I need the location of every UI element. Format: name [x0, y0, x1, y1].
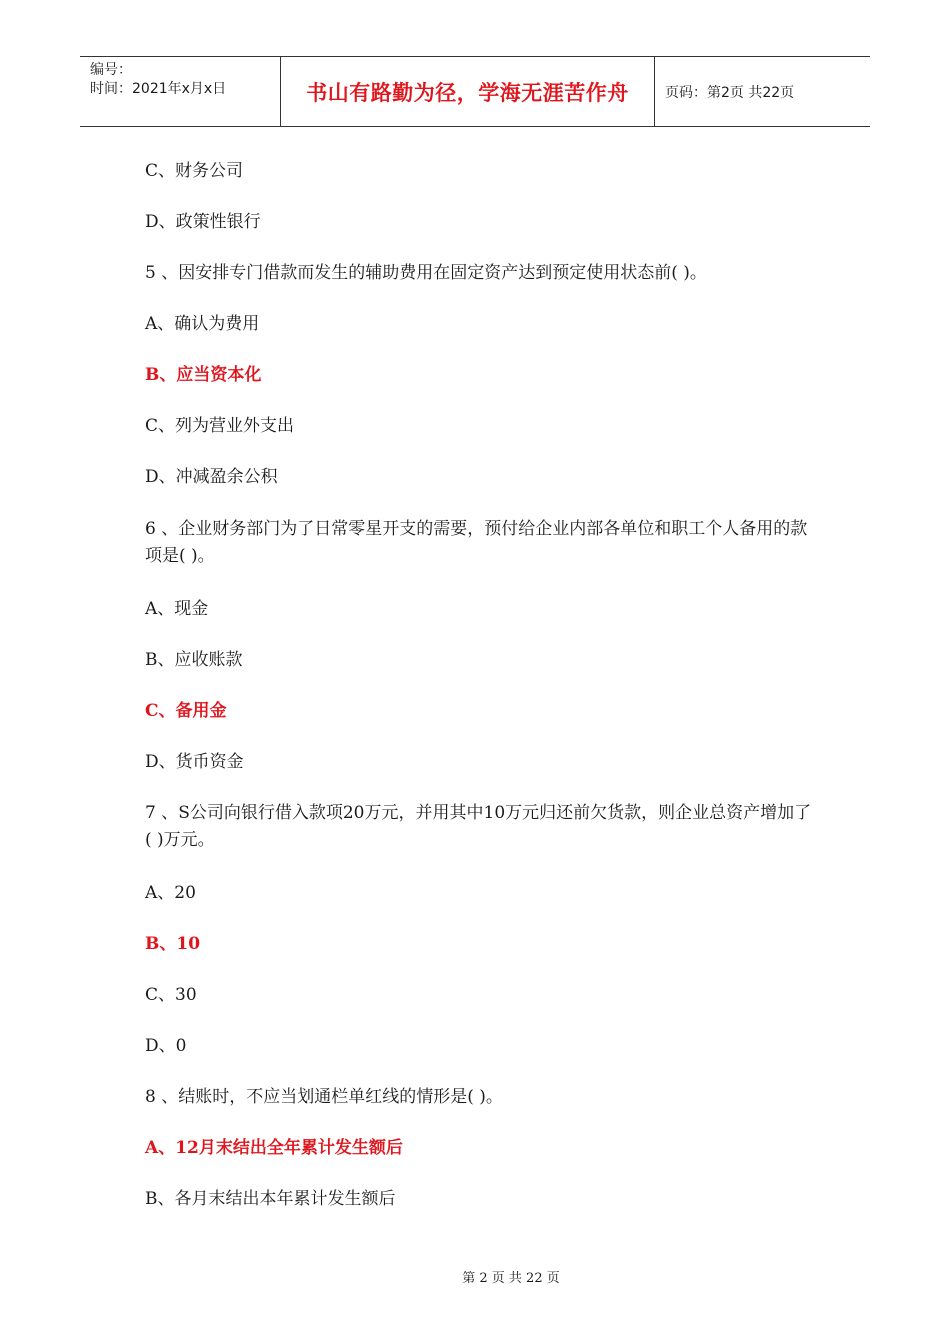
answer-option-line: B、10 — [145, 934, 201, 954]
option-line: A、20 — [145, 883, 196, 903]
page-footer: 第 2 页 共 22 页 — [462, 1271, 560, 1286]
document-number-label: 编号： — [90, 62, 132, 78]
option-line: A、确认为费用 — [145, 314, 260, 334]
option-line: C、列为营业外支出 — [145, 416, 295, 436]
option-line: D、冲减盈余公积 — [145, 467, 278, 487]
option-line: B、各月末结出本年累计发生额后 — [145, 1189, 396, 1209]
answer-option-line: A、12月末结出全年累计发生额后 — [145, 1138, 403, 1158]
page-header — [80, 56, 870, 127]
answer-option-line: C、备用金 — [145, 701, 227, 721]
header-meta — [80, 57, 281, 126]
option-line: C、30 — [145, 985, 197, 1005]
document-time-label: 时间：2021年x月x日 — [90, 81, 227, 97]
header-motto: 书山有路勤为径，学海无涯苦作舟 — [281, 57, 655, 126]
option-line: D、货币资金 — [145, 752, 244, 772]
question-line: 8 、结账时，不应当划通栏单红线的情形是( )。 — [145, 1087, 503, 1107]
answer-option-line: B、应当资本化 — [145, 365, 262, 385]
option-line: C、财务公司 — [145, 161, 244, 181]
question-line: 6 、企业财务部门为了日常零星开支的需要，预付给企业内部各单位和职工个人备用的款项是( )。 — [145, 519, 808, 566]
option-line: D、政策性银行 — [145, 212, 261, 232]
option-line: B、应收账款 — [145, 650, 243, 670]
option-line: A、现金 — [145, 599, 209, 619]
option-line: D、0 — [145, 1036, 187, 1056]
header-page-info: 页码：第2页 共22页 — [665, 84, 795, 101]
question-line: 5 、因安排专门借款而发生的辅助费用在固定资产达到预定使用状态前( )。 — [145, 263, 707, 283]
question-line: 7 、S公司向银行借入款项20万元，并用其中10万元归还前欠货款，则企业总资产增加了( )万元。 — [145, 803, 812, 850]
